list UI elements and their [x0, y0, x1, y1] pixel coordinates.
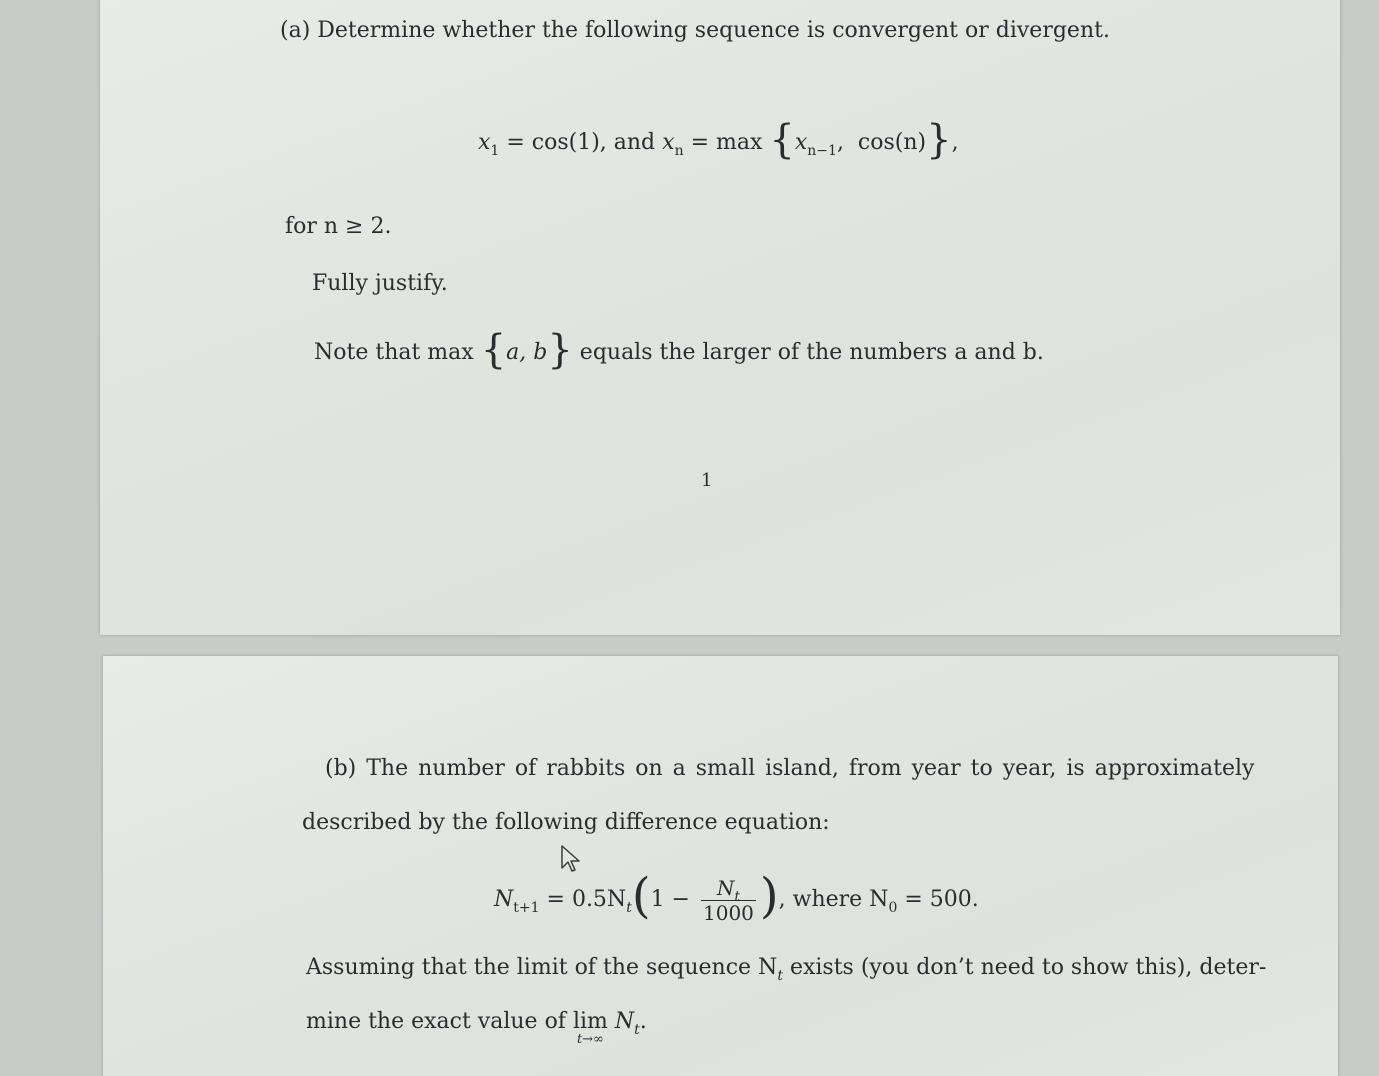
eq-rhs: = 0.5N: [546, 887, 627, 912]
page-1: [100, 0, 1340, 635]
part-b-line3: [306, 955, 1267, 984]
eq-where: , where N: [778, 887, 889, 912]
eq-x1: x: [478, 130, 491, 155]
line4-period: .: [639, 1009, 647, 1034]
note-set: a, b: [506, 340, 548, 365]
eq-lhs: N: [494, 887, 514, 912]
note-end: equals the larger of the numbers a and b.: [579, 340, 1044, 365]
limit: [573, 1009, 608, 1046]
note-start: Note that max: [314, 340, 474, 365]
line4-n-sub: t: [634, 1022, 640, 1038]
part-b-line2: described by the following difference equation:: [302, 810, 830, 835]
fully-justify: Fully justify.: [312, 271, 448, 296]
line3-text: Assuming that the limit of the sequence N: [306, 955, 778, 980]
line4-n: N: [614, 1009, 635, 1034]
eq-x1-sub: 1: [490, 143, 500, 159]
lim-word: lim: [572, 1009, 608, 1034]
note-line: Note that max {a, b} equals the larger of the numbers a and b.: [314, 327, 1044, 373]
part-a-heading: (a) Determine whether the following sequence is convergent or divergent.: [280, 18, 1110, 43]
lim-under: t→∞: [576, 1032, 604, 1047]
for-condition: for n ≥ 2.: [285, 214, 392, 239]
frac-num-sub: t: [734, 888, 741, 905]
fraction: [701, 876, 756, 925]
frac-num: N: [716, 875, 735, 900]
line4-text: mine the exact value of: [306, 1009, 566, 1034]
page-number: 1: [701, 470, 713, 491]
eq-lhs-sub: t+1: [513, 900, 540, 916]
part-b-equation: $N_{t+1} = 0.5N_t(1$ − $\frac{N_t}{1000}$ ), where $N_0 = 500$.: [494, 868, 979, 925]
eq-mid: = cos(1), and: [506, 130, 663, 155]
eq-rhs-sub: t: [626, 900, 632, 916]
eq-xn-sub: n: [674, 143, 684, 159]
eq-max: = max: [690, 130, 763, 155]
line3-sub: t: [777, 968, 783, 984]
part-a-equation: $x_1 = \cos(1)$, and $x_n = \max \{x_{n-1}$, cos(n)},: [478, 117, 959, 163]
frac-den: 1000: [703, 900, 754, 925]
eq-one: 1 −: [650, 887, 690, 912]
eq-where-sub: 0: [888, 900, 898, 916]
part-b-line1: (b) The number of rabbits on a small island, from year to year, is approximately: [325, 756, 1255, 781]
line3-end: exists (you don’t need to show this), deter-: [789, 955, 1267, 980]
eq-arg1: x: [794, 130, 808, 155]
eq-xn: x: [662, 130, 675, 155]
eq-arg2: cos(n): [857, 130, 927, 155]
eq-where-val: = 500.: [904, 887, 979, 912]
part-b-line4: [306, 1009, 647, 1046]
eq-arg1-sub: n−1: [807, 143, 837, 159]
